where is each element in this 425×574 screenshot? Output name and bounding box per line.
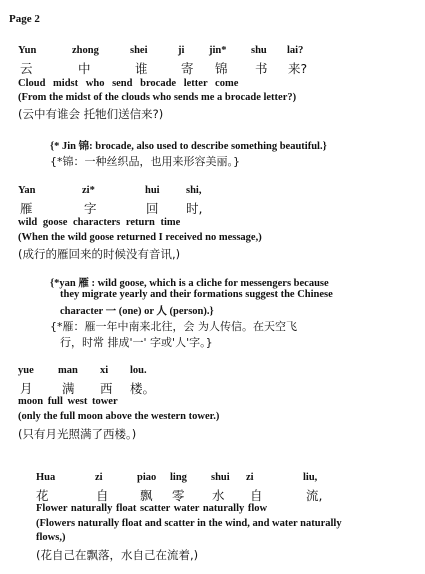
pinyin-4-7: liu, <box>303 472 318 483</box>
pinyin-4-3: piao <box>137 472 157 483</box>
hanzi-4-4: 零 <box>172 488 185 503</box>
hanzi-4-7: 流, <box>306 488 323 503</box>
english-words-3: moon full west tower <box>18 396 118 407</box>
note-2-3: character 一 (one) or 人 (person).} <box>60 306 214 317</box>
chinese-line-3: (只有月光照满了西楼。) <box>18 427 137 441</box>
translation-1: (From the midst of the clouds who sends me a brocade letter?) <box>18 92 297 103</box>
hanzi-3-3: 西 <box>100 381 113 396</box>
hanzi-1-6: 书 <box>255 61 268 76</box>
pinyin-2-1: Yan <box>18 185 36 196</box>
english-words-1: Cloud midst who send brocade letter come <box>18 78 239 89</box>
english-words-4: Flower naturally float scatter water naturally flow <box>36 503 268 514</box>
hanzi-1-5: 锦 <box>215 61 228 76</box>
pinyin-4-4: ling <box>170 472 187 483</box>
hanzi-4-6: 自 <box>250 488 263 503</box>
hanzi-1-7: 来? <box>288 61 308 76</box>
pinyin-4-1: Hua <box>36 472 56 483</box>
hanzi-4-5: 水 <box>212 488 225 503</box>
hanzi-2-2: 字 <box>84 201 97 216</box>
note-2-5: 行，时常 排成'一' 字或'人'字。} <box>60 336 213 349</box>
english-words-2: wild goose characters return time <box>18 217 181 228</box>
hanzi-1-3: 谁 <box>135 61 148 76</box>
note-2-1: {*yan 雁 : wild goose, which is a cliche for messengers because <box>50 278 329 289</box>
translation-3: (only the full moon above the western tower.) <box>18 411 220 422</box>
note-2-2: they migrate yearly and their formations suggest the Chinese <box>60 289 333 300</box>
note-1-2: {*锦：一种丝织品，也用来形容美丽。} <box>50 155 240 168</box>
pinyin-4-2: zi <box>95 472 103 483</box>
hanzi-4-3: 飘 <box>140 488 153 503</box>
pinyin-3-2: man <box>58 365 78 376</box>
note-1-1: {* Jin 锦: brocade, also used to describe something beautiful.} <box>50 141 327 152</box>
translation-4-2: flows,) <box>36 532 66 543</box>
hanzi-2-4: 时, <box>186 201 203 216</box>
pinyin-1-6: shu <box>251 45 267 56</box>
pinyin-3-3: xi <box>100 365 109 376</box>
hanzi-3-1: 月 <box>20 381 33 396</box>
pinyin-1-4: ji <box>178 45 185 56</box>
pinyin-1-1: Yun <box>18 45 37 56</box>
hanzi-4-2: 自 <box>96 488 109 503</box>
pinyin-1-5: jin* <box>209 45 227 56</box>
pinyin-2-2: zi* <box>82 185 95 196</box>
hanzi-1-1: 云 <box>20 61 33 76</box>
pinyin-2-4: shi, <box>186 185 202 196</box>
hanzi-4-1: 花 <box>36 488 49 503</box>
hanzi-2-1: 雁 <box>20 201 33 216</box>
page-label: Page 2 <box>9 13 40 25</box>
pinyin-3-4: lou. <box>130 365 147 376</box>
hanzi-3-4: 楼。 <box>130 381 156 396</box>
chinese-line-1: (云中有谁会 托牠们送信来?) <box>18 107 164 121</box>
translation-4-1: (Flowers naturally float and scatter in the wind, and water naturally <box>36 518 342 529</box>
note-2-4: {*雁：雁一年中南来北往，会 为人传信。在天空飞 <box>50 320 297 333</box>
hanzi-1-4: 寄 <box>181 61 194 76</box>
pinyin-1-7: lai? <box>287 45 304 56</box>
pinyin-4-6: zi <box>246 472 254 483</box>
chinese-line-4: (花自己在飘落，水自己在流着,) <box>36 548 199 562</box>
translation-2: (When the wild goose returned I received no message,) <box>18 232 262 243</box>
pinyin-1-2: zhong <box>72 45 99 56</box>
pinyin-1-3: shei <box>130 45 148 56</box>
hanzi-2-3: 回 <box>146 201 159 216</box>
hanzi-1-2: 中 <box>78 61 91 76</box>
chinese-line-2: (成行的雁回来的时候没有音讯,) <box>18 247 181 261</box>
pinyin-2-3: hui <box>145 185 160 196</box>
pinyin-3-1: yue <box>18 365 34 376</box>
hanzi-3-2: 满 <box>62 381 75 396</box>
pinyin-4-5: shui <box>211 472 230 483</box>
